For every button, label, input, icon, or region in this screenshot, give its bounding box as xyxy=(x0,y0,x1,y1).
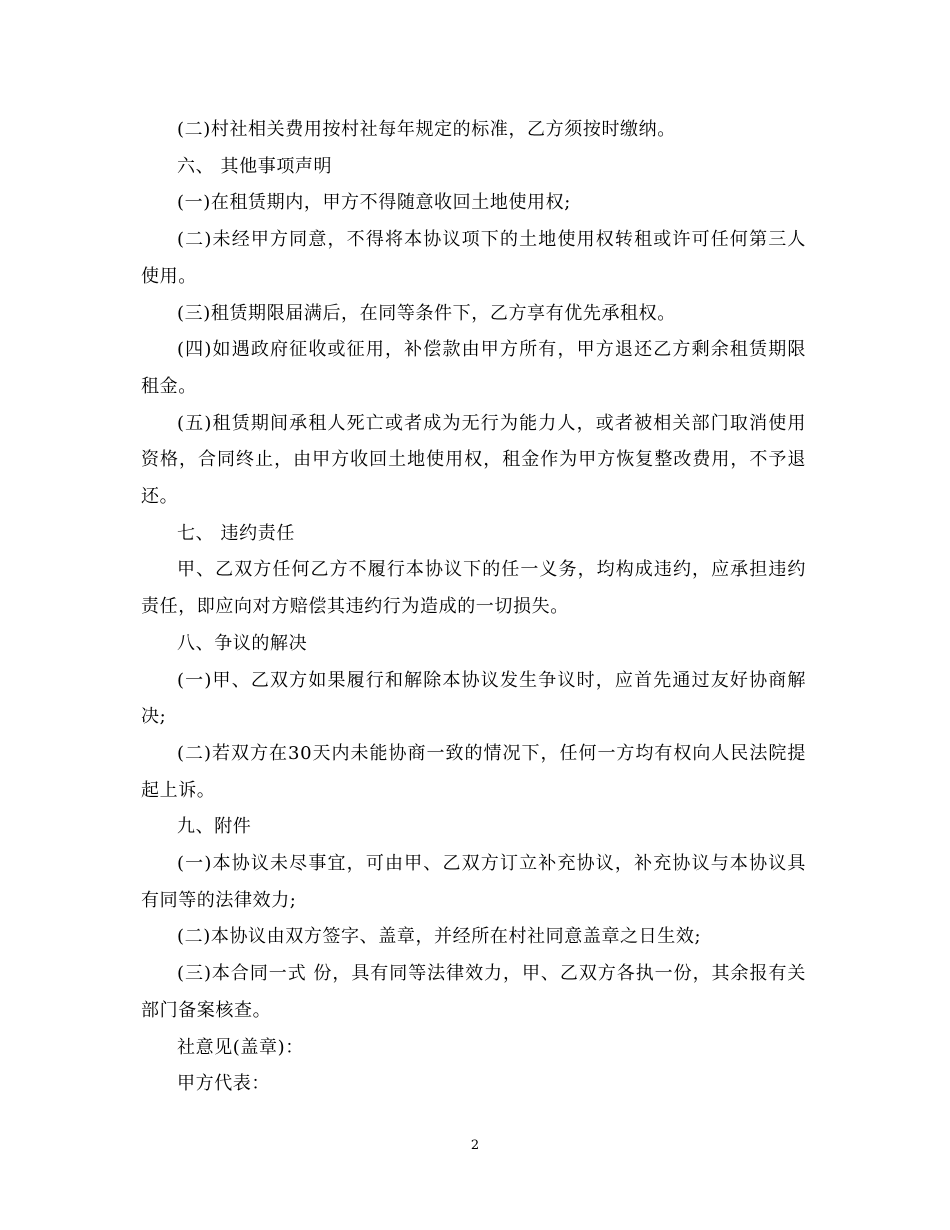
paragraph-clause-4: (四)如遇政府征收或征用，补偿款由甲方所有，甲方退还乙方剩余租赁期限租金。 xyxy=(141,339,806,397)
paragraph-clause-5: (五)租赁期间承租人死亡或者成为无行为能力人，或者被相关部门取消使用资格，合同终止，由甲方收回土地使用权，租金作为甲方恢复整改费用，不予退还。 xyxy=(141,412,806,508)
paragraph-dispute-1: (一)甲、乙双方如果履行和解除本协议发生争议时，应首先通过友好协商解决; xyxy=(141,669,806,728)
paragraph-clause-3: (三)租赁期限届满后，在同等条件下，乙方享有优先承租权。 xyxy=(177,302,676,324)
paragraph-dispute-2: (二)若双方在30天内未能协商一致的情况下，任何一方均有权向人民法院提起上诉。 xyxy=(141,742,806,801)
paragraph-attachment-1: (一)本协议未尽事宜，可由甲、乙双方订立补充协议，补充协议与本协议具有同等的法律效力; xyxy=(141,853,806,911)
signature-party-a-representative: 甲方代表： xyxy=(177,1073,270,1095)
paragraph-attachment-3: (三)本合同一式 份，具有同等法律效力，甲、乙双方各执一份，其余报有关部门备案核查。 xyxy=(141,963,806,1021)
section-heading-breach: 七、 违约责任 xyxy=(177,522,295,544)
paragraph-breach: 甲、乙双方任何乙方不履行本协议下的任一义务，均构成违约，应承担违约责任，即应向对方赔偿其违约行为造成的一切损失。 xyxy=(141,559,806,618)
page-number: 2 xyxy=(470,1138,480,1153)
section-heading-other-matters: 六、 其他事项声明 xyxy=(177,155,333,177)
paragraph-fees: (二)村社相关费用按村社每年规定的标准，乙方须按时缴纳。 xyxy=(177,119,676,140)
signature-community-opinion: 社意见(盖章)： xyxy=(177,1036,304,1058)
paragraph-clause-2: (二)未经甲方同意，不得将本协议项下的土地使用权转租或许可任何第三人使用。 xyxy=(141,229,806,287)
section-heading-attachments: 九、附件 xyxy=(177,816,252,838)
paragraph-clause-1: (一)在租赁期内，甲方不得随意收回土地使用权; xyxy=(177,192,571,214)
paragraph-attachment-2: (二)本协议由双方签字、盖章，并经所在村社同意盖章之日生效; xyxy=(177,926,702,948)
document-body xyxy=(141,112,806,1103)
section-heading-dispute: 八、争议的解决 xyxy=(177,632,308,654)
